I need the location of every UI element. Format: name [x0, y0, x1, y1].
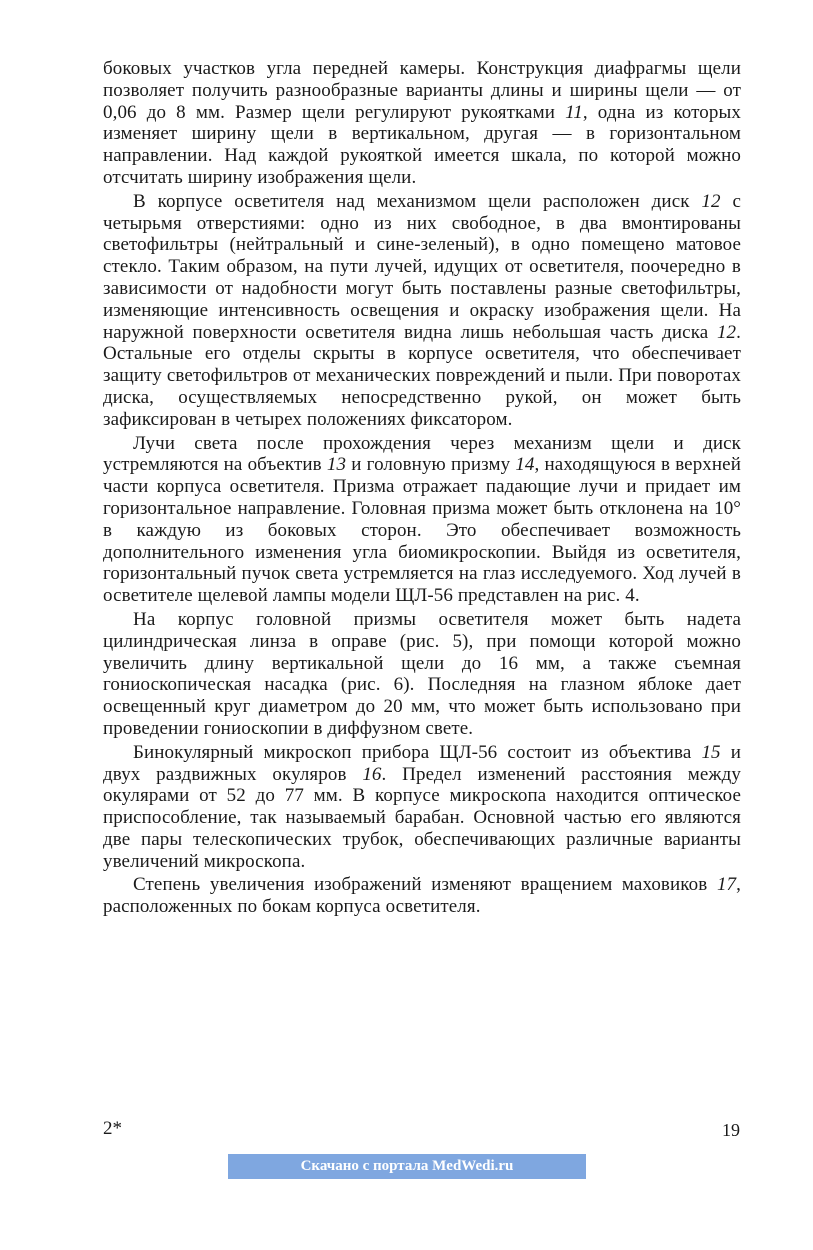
text-run: В корпусе осветителя над механизмом щели расположен диск — [133, 190, 702, 212]
paragraph — [103, 433, 741, 607]
figure-ref: 13 — [326, 454, 347, 476]
figure-ref: 12 — [716, 321, 737, 343]
text-run: Бинокулярный микроскоп прибора ЩЛ-56 состоит из объектива — [133, 741, 702, 763]
text-run: , одна из которых изменяет ширину щели в вертикальном, другая — в горизонтальном направлении. Над каждой рукояткой имеется шкала, по которой можно отсчитать ширину изображения щели. — [103, 101, 741, 188]
figure-ref: 17 — [716, 874, 737, 896]
paragraph — [103, 191, 741, 431]
text-run: боковых участков угла передней камеры. Конструкция диафрагмы щели позволяет получить разнообразные варианты длины и ширины щели — от 0,06 до 8 мм. Размер щели регулируют рукоятками — [103, 58, 741, 123]
page-number: 19 — [722, 1120, 740, 1140]
text-run: с четырьмя отверстиями: одно из них свободное, в два вмонтированы светофильтры (нейтральный и сине-зеленый), в одно помещено матовое стекло. Таким образом, на пути лучей, идущих от осветителя, поочередно в зависимости от надобности могут быть поставлены разные светофильтры, изменяющие интенсивность освещения и окраску изображения щели. На наружной поверхности осветителя видна лишь небольшая часть диска — [103, 190, 741, 343]
figure-ref: 16 — [362, 763, 382, 785]
text-run: Степень увеличения изображений изменяют вращением маховиков — [133, 874, 717, 896]
paragraph — [103, 874, 741, 918]
text-run: . Остальные его отделы скрыты в корпусе осветителя, что обеспечивает защиту светофильтров от механических повреждений и пыли. При поворотах диска, осуществляемых непосредственно рукой, он может быть зафиксирован в четырех положениях фиксатором. — [103, 321, 741, 430]
figure-ref: 15 — [701, 741, 721, 763]
figure-ref: 11 — [565, 101, 583, 123]
figure-ref: 14 — [515, 454, 535, 476]
text-run: Лучи света после прохождения через механизм щели и диск устремляются на объектив — [103, 432, 741, 476]
text-run: , находящуюся в верхней части корпуса осветителя. Призма отражает падающие лучи и придает им горизонтальное направление. Головная призма может быть отклонена на 10° в каждую из боковых сторон. Это обеспечивает возможность дополнительного изменения угла биомикроскопии. Выйдя из осветителя, горизонтальный пучок света устремляется на глаз исследуемого. Ход лучей в осветителе щелевой лампы модели ЩЛ-56 представлен на рис. 4. — [103, 454, 741, 607]
text-run: . Предел изменений расстояния между окулярами от 52 до 77 мм. В корпусе микроскопа находится оптическое приспособление, так называемый барабан. Основной частью его являются две пары телескопических трубок, обеспечивающих различные варианты увеличений микроскопа. — [103, 763, 741, 872]
paragraph — [103, 609, 741, 740]
text-run: и головную призму — [346, 454, 516, 476]
watermark-text: Скачано с портала MedWedi.ru — [300, 1158, 514, 1174]
text-run: , расположенных по бокам корпуса осветителя. — [103, 874, 741, 918]
signature-mark: 2* — [103, 1118, 122, 1139]
figure-ref: 12 — [701, 190, 721, 212]
download-watermark-banner[interactable] — [228, 1154, 586, 1179]
text-run: На корпус головной призмы осветителя может быть надета цилиндрическая линза в оправе (рис. 5), при помощи которой можно увеличить длину вертикальной щели до 16 мм, а также съемная гониоскопическая насадка (рис. 6). Последняя на глазном яблоке дает освещенный круг диаметром до 20 мм, что может быть использовано при проведении гониоскопии в диффузном свете. — [103, 608, 741, 739]
page-body — [103, 58, 741, 920]
paragraph — [103, 742, 741, 873]
text-run: и двух раздвижных окуляров — [103, 741, 741, 785]
paragraph — [103, 58, 741, 189]
